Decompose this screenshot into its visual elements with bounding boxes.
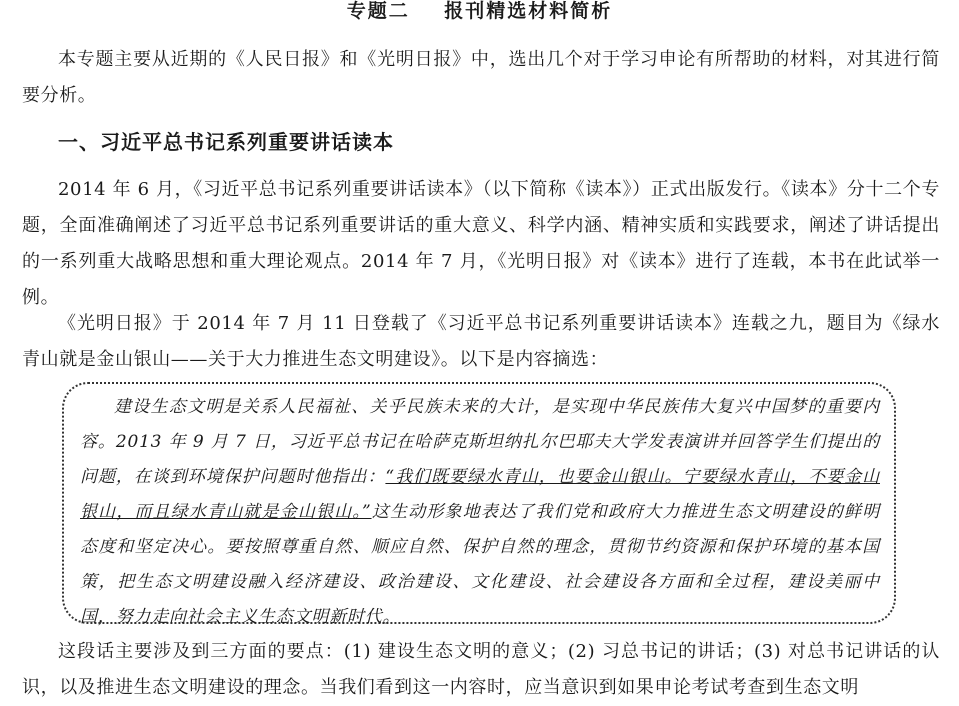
quote-excerpt [80, 390, 880, 635]
intro-paragraph: 本专题主要从近期的《人民日报》和《光明日报》中，选出几个对于学习申论有所帮助的材料，对其进行简要分析。 [22, 49, 940, 106]
section-title: 一、习近平总书记系列重要讲话读本 [58, 130, 394, 154]
section-paragraph-2: 《光明日报》于 2014 年 7 月 11 日登载了《习近平总书记系列重要讲话读本》连载之九，题目为《绿水青山就是金山银山——关于大力推进生态文明建设》。以下是内容摘选： [22, 313, 940, 370]
section-paragraph-1: 2014 年 6 月，《习近平总书记系列重要讲话读本》（以下简称《读本》）正式出版发行。《读本》分十二个专题，全面准确阐述了习近平总书记系列重要讲话的重大意义、科学内涵、精神实质和实践要求，阐述了讲话提出的一系列重大战略思想和重大理论观点。2014 年 7 月，《光明日报》对《读本》进行了连载，本书在此试举一例。 [22, 179, 940, 308]
chapter-heading: 专题二 报刊精选材料简析 [346, 0, 613, 22]
section-paragraph-3: 这段话主要涉及到三方面的要点：(1) 建设生态文明的意义；(2) 习总书记的讲话；(3) 对总书记讲话的认识，以及推进生态文明建设的理念。当我们看到这一内容时，应当意识到如果申论考试考查到生态文明 [22, 641, 940, 698]
quote-underlined-speech: “我们既要绿水青山，也要金山银山。宁要绿水青山，不要金山银山，而且绿水青山就是金山银山。” [80, 467, 880, 522]
quote-text-after: 这生动形象地表达了我们党和政府大力推进生态文明建设的鲜明态度和坚定决心。要按照尊重自然、顺应自然、保护自然的理念，贯彻节约资源和保护环境的基本国策，把生态文明建设融入经济建设、政治建设、文化建设、社会建设各方面和全过程，建设美丽中国，努力走向社会主义生态文明新时代。 [80, 502, 880, 627]
quote-text-before: 建设生态文明是关系人民福祉、关乎民族未来的大计，是实现中华民族伟大复兴中国梦的重要内容。2013 年 9 月 7 日，习近平总书记在哈萨克斯坦纳扎尔巴耶夫大学发表演讲并回答学生们提出的问题，在谈到环境保护问题时他指出： [80, 397, 880, 487]
